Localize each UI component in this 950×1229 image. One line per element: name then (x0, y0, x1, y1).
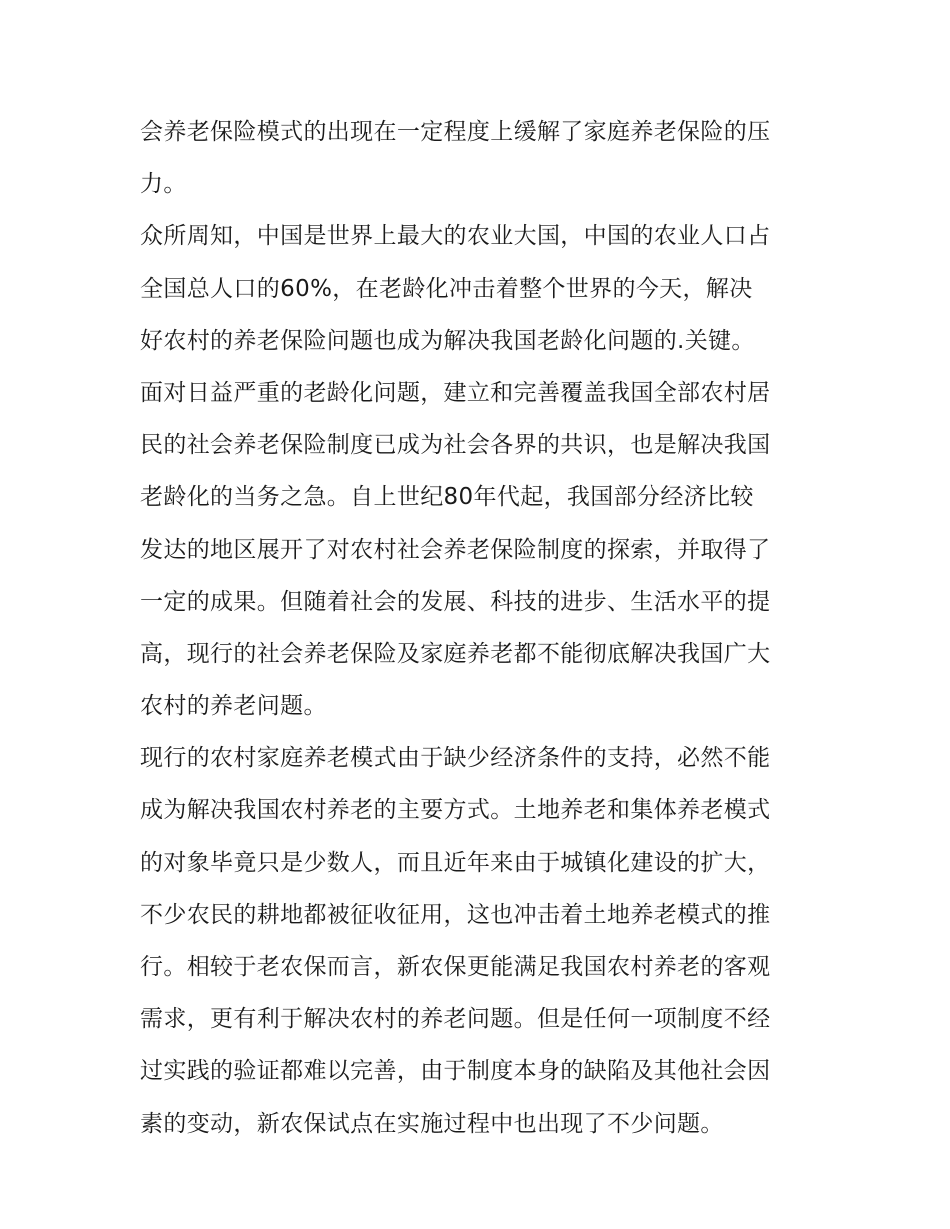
text-line: 素的变动，新农保试点在实施过程中也出现了不少问题。 (140, 1110, 724, 1137)
text-line: 力。 (140, 171, 187, 198)
text-line: 好农村的养老保险问题也成为解决我国老龄化问题的.关键。 (140, 327, 755, 354)
text-line: 高，现行的社会养老保险及家庭养老都不能彻底解决我国广大 (140, 640, 771, 667)
text-line: 老龄化的当务之急。自上世纪80年代起，我国部分经济比较 (140, 484, 754, 511)
text-line: 过实践的验证都难以完善，由于制度本身的缺陷及其他社会因 (140, 1058, 771, 1085)
text-line: 面对日益严重的老龄化问题，建立和完善覆盖我国全部农村居 (140, 379, 771, 406)
text-line: 发达的地区展开了对农村社会养老保险制度的探索，并取得了 (140, 536, 771, 563)
text-line: 一定的成果。但随着社会的发展、科技的进步、生活水平的提 (140, 588, 771, 615)
text-line: 众所周知，中国是世界上最大的农业大国，中国的农业人口占 (140, 223, 771, 250)
text-line: 民的社会养老保险制度已成为社会各界的共识，也是解决我国 (140, 432, 771, 459)
text-line: 现行的农村家庭养老模式由于缺少经济条件的支持，必然不能 (140, 745, 771, 772)
document-body (140, 106, 820, 1150)
text-line: 需求，更有利于解决农村的养老问题。但是任何一项制度不经 (140, 1006, 771, 1033)
text-line: 农村的养老问题。 (140, 693, 327, 720)
text-line: 全国总人口的60%，在老龄化冲击着整个世界的今天，解决 (140, 275, 753, 302)
text-line: 成为解决我国农村养老的主要方式。土地养老和集体养老模式 (140, 797, 771, 824)
text-line: 行。相较于老农保而言，新农保更能满足我国农村养老的客观 (140, 954, 771, 980)
text-line: 的对象毕竟只是少数人，而且近年来由于城镇化建设的扩大， (140, 849, 771, 876)
text-line: 不少农民的耕地都被征收征用，这也冲击着土地养老模式的推 (140, 901, 771, 928)
text-line: 会养老保险模式的出现在一定程度上缓解了家庭养老保险的压 (140, 119, 771, 145)
